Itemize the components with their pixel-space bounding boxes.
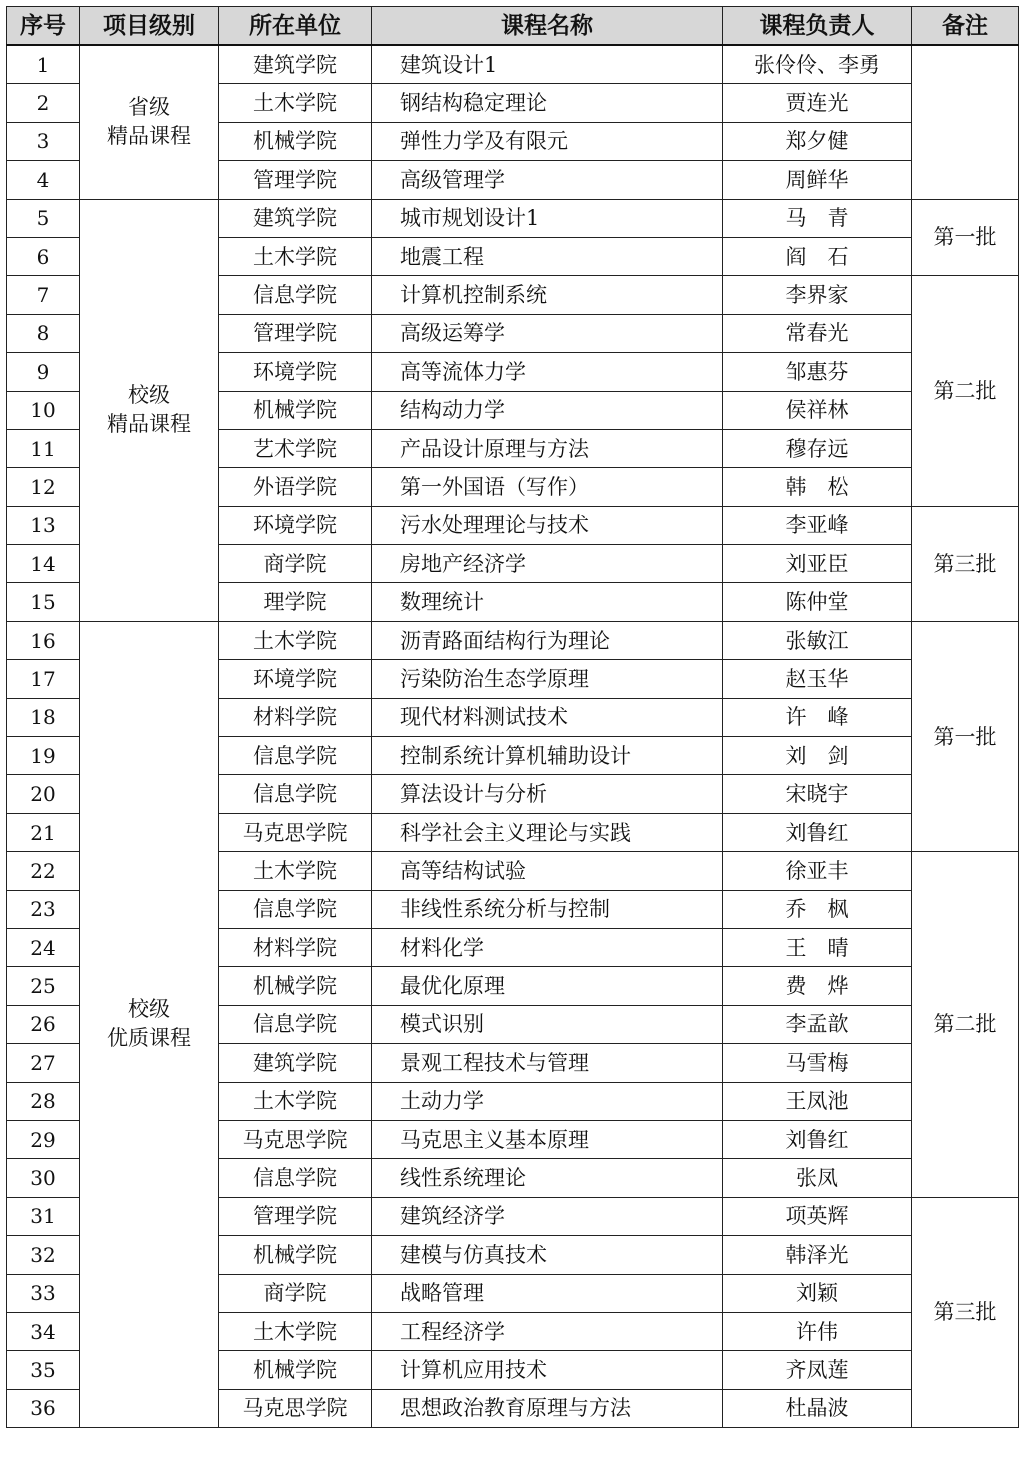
cell-unit: 土木学院 xyxy=(219,621,372,659)
cell-course: 污水处理理论与技术 xyxy=(372,506,723,544)
cell-unit: 材料学院 xyxy=(219,928,372,966)
cell-leader: 许 峰 xyxy=(723,698,912,736)
cell-no: 11 xyxy=(7,429,80,467)
cell-leader: 刘亚臣 xyxy=(723,545,912,583)
cell-course: 战略管理 xyxy=(372,1274,723,1312)
cell-course: 钢结构稳定理论 xyxy=(372,84,723,122)
cell-unit: 理学院 xyxy=(219,583,372,621)
cell-leader: 穆存远 xyxy=(723,429,912,467)
cell-leader: 刘 剑 xyxy=(723,737,912,775)
cell-remark xyxy=(912,45,1019,199)
cell-course: 建筑经济学 xyxy=(372,1197,723,1235)
cell-course: 产品设计原理与方法 xyxy=(372,429,723,467)
cell-unit: 环境学院 xyxy=(219,506,372,544)
cell-no: 30 xyxy=(7,1159,80,1197)
cell-unit: 信息学院 xyxy=(219,1159,372,1197)
cell-leader: 张凤 xyxy=(723,1159,912,1197)
cell-course: 算法设计与分析 xyxy=(372,775,723,813)
cell-no: 2 xyxy=(7,84,80,122)
cell-leader: 李孟歆 xyxy=(723,1005,912,1043)
cell-leader: 刘鲁红 xyxy=(723,813,912,851)
cell-course: 计算机控制系统 xyxy=(372,276,723,314)
table-row xyxy=(7,621,1019,659)
cell-unit: 信息学院 xyxy=(219,737,372,775)
cell-no: 21 xyxy=(7,813,80,851)
cell-no: 17 xyxy=(7,660,80,698)
cell-unit: 土木学院 xyxy=(219,237,372,275)
header-unit: 所在单位 xyxy=(219,7,372,46)
cell-no: 5 xyxy=(7,199,80,237)
cell-unit: 机械学院 xyxy=(219,122,372,160)
cell-no: 16 xyxy=(7,621,80,659)
cell-unit: 机械学院 xyxy=(219,1236,372,1274)
level-line-1: 省级 xyxy=(128,95,170,120)
cell-leader: 杜晶波 xyxy=(723,1389,912,1427)
header-leader: 课程负责人 xyxy=(723,7,912,46)
cell-no: 20 xyxy=(7,775,80,813)
cell-course: 污染防治生态学原理 xyxy=(372,660,723,698)
cell-leader: 阎 石 xyxy=(723,237,912,275)
cell-no: 24 xyxy=(7,928,80,966)
cell-level xyxy=(80,621,219,1427)
cell-leader: 齐凤莲 xyxy=(723,1351,912,1389)
cell-unit: 马克思学院 xyxy=(219,1120,372,1158)
cell-level xyxy=(80,45,219,199)
cell-course: 思想政治教育原理与方法 xyxy=(372,1389,723,1427)
cell-leader: 宋晓宇 xyxy=(723,775,912,813)
cell-remark: 第一批 xyxy=(912,199,1019,276)
level-line-2: 优质课程 xyxy=(107,1026,191,1051)
cell-level xyxy=(80,199,219,621)
cell-no: 10 xyxy=(7,391,80,429)
cell-leader: 乔 枫 xyxy=(723,890,912,928)
cell-no: 1 xyxy=(7,45,80,84)
cell-unit: 外语学院 xyxy=(219,468,372,506)
cell-leader: 李界家 xyxy=(723,276,912,314)
cell-leader: 张伶伶、李勇 xyxy=(723,45,912,84)
cell-no: 26 xyxy=(7,1005,80,1043)
cell-course: 模式识别 xyxy=(372,1005,723,1043)
cell-course: 结构动力学 xyxy=(372,391,723,429)
level-line-1: 校级 xyxy=(128,383,170,408)
course-table xyxy=(6,6,1019,1428)
cell-course: 计算机应用技术 xyxy=(372,1351,723,1389)
cell-leader: 刘鲁红 xyxy=(723,1120,912,1158)
cell-unit: 马克思学院 xyxy=(219,1389,372,1427)
cell-leader: 陈仲堂 xyxy=(723,583,912,621)
cell-no: 9 xyxy=(7,353,80,391)
table-row xyxy=(7,199,1019,237)
cell-course: 工程经济学 xyxy=(372,1312,723,1350)
cell-leader: 韩泽光 xyxy=(723,1236,912,1274)
cell-unit: 商学院 xyxy=(219,1274,372,1312)
cell-unit: 环境学院 xyxy=(219,660,372,698)
cell-unit: 土木学院 xyxy=(219,1312,372,1350)
cell-leader: 许伟 xyxy=(723,1312,912,1350)
cell-course: 高级运筹学 xyxy=(372,314,723,352)
cell-no: 33 xyxy=(7,1274,80,1312)
cell-leader: 徐亚丰 xyxy=(723,852,912,890)
cell-course: 地震工程 xyxy=(372,237,723,275)
cell-no: 19 xyxy=(7,737,80,775)
header-row xyxy=(7,7,1019,46)
cell-no: 13 xyxy=(7,506,80,544)
cell-unit: 管理学院 xyxy=(219,1197,372,1235)
cell-unit: 机械学院 xyxy=(219,967,372,1005)
cell-no: 6 xyxy=(7,237,80,275)
cell-unit: 土木学院 xyxy=(219,84,372,122)
cell-no: 32 xyxy=(7,1236,80,1274)
cell-course: 科学社会主义理论与实践 xyxy=(372,813,723,851)
cell-course: 弹性力学及有限元 xyxy=(372,122,723,160)
cell-remark: 第二批 xyxy=(912,276,1019,506)
cell-unit: 信息学院 xyxy=(219,1005,372,1043)
table-body xyxy=(7,45,1019,1428)
cell-unit: 马克思学院 xyxy=(219,813,372,851)
cell-leader: 侯祥林 xyxy=(723,391,912,429)
cell-course: 最优化原理 xyxy=(372,967,723,1005)
cell-leader: 费 烨 xyxy=(723,967,912,1005)
cell-leader: 王凤池 xyxy=(723,1082,912,1120)
cell-unit: 建筑学院 xyxy=(219,45,372,84)
cell-no: 15 xyxy=(7,583,80,621)
cell-no: 8 xyxy=(7,314,80,352)
cell-no: 29 xyxy=(7,1120,80,1158)
cell-leader: 项英辉 xyxy=(723,1197,912,1235)
cell-remark: 第一批 xyxy=(912,621,1019,851)
cell-unit: 管理学院 xyxy=(219,314,372,352)
cell-course: 沥青路面结构行为理论 xyxy=(372,621,723,659)
cell-leader: 王 晴 xyxy=(723,928,912,966)
cell-no: 7 xyxy=(7,276,80,314)
cell-leader: 赵玉华 xyxy=(723,660,912,698)
cell-unit: 建筑学院 xyxy=(219,1044,372,1082)
cell-no: 27 xyxy=(7,1044,80,1082)
cell-unit: 机械学院 xyxy=(219,1351,372,1389)
cell-course: 现代材料测试技术 xyxy=(372,698,723,736)
cell-no: 14 xyxy=(7,545,80,583)
cell-unit: 管理学院 xyxy=(219,161,372,199)
cell-no: 35 xyxy=(7,1351,80,1389)
cell-course: 建模与仿真技术 xyxy=(372,1236,723,1274)
cell-no: 3 xyxy=(7,122,80,160)
cell-unit: 信息学院 xyxy=(219,775,372,813)
cell-unit: 土木学院 xyxy=(219,1082,372,1120)
cell-leader: 刘颖 xyxy=(723,1274,912,1312)
cell-no: 28 xyxy=(7,1082,80,1120)
cell-leader: 周鲜华 xyxy=(723,161,912,199)
cell-no: 31 xyxy=(7,1197,80,1235)
cell-unit: 材料学院 xyxy=(219,698,372,736)
cell-no: 4 xyxy=(7,161,80,199)
cell-leader: 贾连光 xyxy=(723,84,912,122)
cell-remark: 第三批 xyxy=(912,1197,1019,1427)
cell-leader: 马雪梅 xyxy=(723,1044,912,1082)
cell-course: 高级管理学 xyxy=(372,161,723,199)
cell-remark: 第三批 xyxy=(912,506,1019,621)
level-line-1: 校级 xyxy=(128,997,170,1022)
cell-unit: 商学院 xyxy=(219,545,372,583)
cell-course: 线性系统理论 xyxy=(372,1159,723,1197)
cell-unit: 土木学院 xyxy=(219,852,372,890)
cell-course: 数理统计 xyxy=(372,583,723,621)
cell-course: 城市规划设计1 xyxy=(372,199,723,237)
cell-course: 景观工程技术与管理 xyxy=(372,1044,723,1082)
cell-no: 12 xyxy=(7,468,80,506)
cell-course: 高等结构试验 xyxy=(372,852,723,890)
cell-leader: 马 青 xyxy=(723,199,912,237)
cell-course: 第一外国语（写作） xyxy=(372,468,723,506)
header-no: 序号 xyxy=(7,7,80,46)
cell-unit: 环境学院 xyxy=(219,353,372,391)
cell-course: 控制系统计算机辅助设计 xyxy=(372,737,723,775)
cell-course: 土动力学 xyxy=(372,1082,723,1120)
level-line-2: 精品课程 xyxy=(107,412,191,437)
cell-unit: 艺术学院 xyxy=(219,429,372,467)
cell-no: 22 xyxy=(7,852,80,890)
cell-course: 非线性系统分析与控制 xyxy=(372,890,723,928)
cell-unit: 信息学院 xyxy=(219,276,372,314)
cell-leader: 李亚峰 xyxy=(723,506,912,544)
cell-course: 高等流体力学 xyxy=(372,353,723,391)
table-row xyxy=(7,45,1019,84)
level-line-2: 精品课程 xyxy=(107,124,191,149)
cell-leader: 郑夕健 xyxy=(723,122,912,160)
cell-no: 18 xyxy=(7,698,80,736)
cell-leader: 张敏江 xyxy=(723,621,912,659)
cell-unit: 建筑学院 xyxy=(219,199,372,237)
cell-remark: 第二批 xyxy=(912,852,1019,1198)
cell-course: 马克思主义基本原理 xyxy=(372,1120,723,1158)
header-remark: 备注 xyxy=(912,7,1019,46)
cell-unit: 信息学院 xyxy=(219,890,372,928)
cell-no: 25 xyxy=(7,967,80,1005)
header-level: 项目级别 xyxy=(80,7,219,46)
cell-no: 36 xyxy=(7,1389,80,1427)
cell-course: 房地产经济学 xyxy=(372,545,723,583)
cell-leader: 常春光 xyxy=(723,314,912,352)
cell-leader: 邹惠芬 xyxy=(723,353,912,391)
cell-unit: 机械学院 xyxy=(219,391,372,429)
cell-no: 23 xyxy=(7,890,80,928)
cell-course: 材料化学 xyxy=(372,928,723,966)
cell-course: 建筑设计1 xyxy=(372,45,723,84)
cell-no: 34 xyxy=(7,1312,80,1350)
header-course: 课程名称 xyxy=(372,7,723,46)
cell-leader: 韩 松 xyxy=(723,468,912,506)
